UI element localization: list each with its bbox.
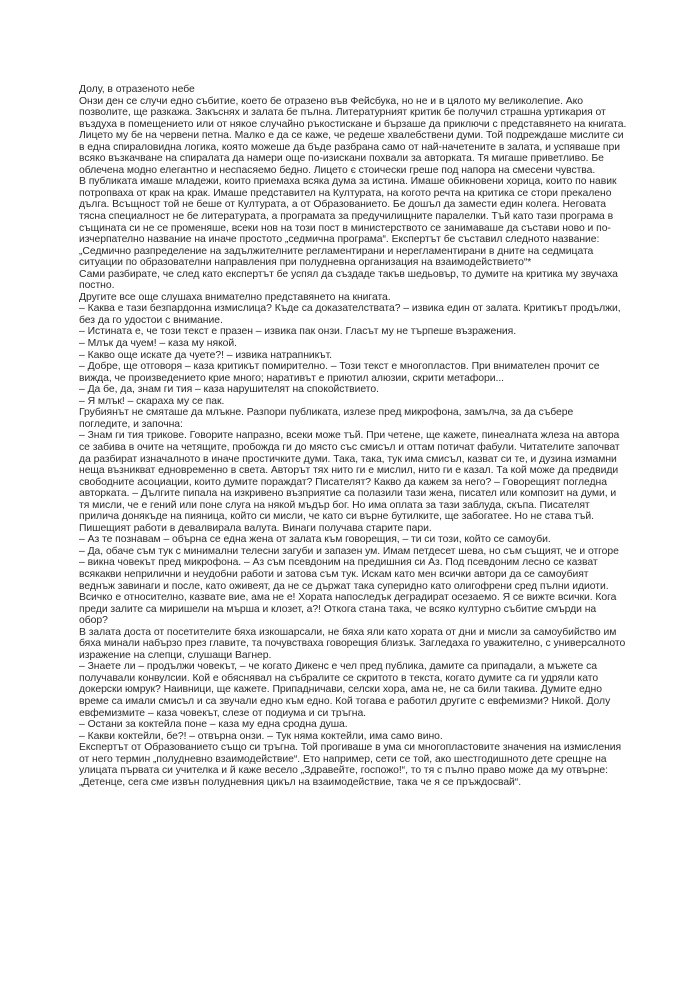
paragraph: – Каква е тази безпардонна измислица? Къде са доказателствата? – извика един от залата. Критикът продължи, без да го удостои с внимание.	[79, 303, 621, 326]
paragraph: – Истината е, че този текст е празен – извика пак онзи. Гласът му не търпеше възражения.	[79, 326, 517, 338]
paragraph: – Я млък! – скараха му се пак.	[79, 395, 225, 407]
paragraph: – Аз те познавам – обърна се една жена от залата към говорещия, – ти си този, който се самоуби.	[79, 534, 551, 546]
paragraph: – Знам ги тия трикове. Говорите напразно, всеки може тъй. При четене, ще кажете, пинеалната жлеза на автора се забива в очите на четящите, пробожда ги до място със смисъл и оттам потичат фабули. Читателите започват да разбират изначалното в иначе простичките думи. Така, така, тук има смисъл, казват си те, и дузина измамни неща възникват едновременно в света. Авторът тях нито ги е мислил, нито ги е казал. Та кой може да предвиди свободните асоциации, които думите пораждат? Писателят? Какво да кажем за него? – Говорещият погледна авторката. – Дългите пипала на изкривено възприятие са полазили тази жена, писател или композит на думи, и тя мисли, че е гений или поне слуга на някой мъдър бог. Но има оплата за тази заблуда, скъпа. Писателят прилича донякъде на пияница, който си мисли, че като си върне бутилките, ще забогатее. Но не става тъй. Пишещият работи в девалвирала валута. Винаги получава старите пари.	[79, 430, 620, 534]
paragraph: – Какви коктейли, бе?! – отвърна онзи. – Тук няма коктейли, има само вино.	[79, 730, 443, 742]
document-page	[79, 84, 627, 788]
paragraph: – Да бе, да, знам ги тия – каза нарушителят на спокойствието.	[79, 384, 379, 396]
paragraph: Сами разбирате, че след като експертът бе успял да създаде такъв шедьовър, то думите на критика му звучаха постно.	[79, 268, 618, 292]
paragraph: Другите все още слушаха внимателно представянето на книгата.	[79, 291, 391, 303]
paragraph: Експертът от Образованието също си тръгна. Той прогиваше в ума си многопластовите значения на измисления от него термин „полудневно взаимодействие“. Ето например, сети се той, ако шестгодишното дете срещне на улицата първата си учителка и й каже весело „Здравейте, госпожо!“, то тя с пълно право може да му отвърне: „Детенце, сега сме извън полудневния цикъл на взаимодействие, така че я се пръждосвай“.	[79, 742, 622, 788]
paragraph: В залата доста от посетителите бяха изкошарсали, не бяха яли като хората от дни и мисли за самоубийство им бяха минали набързо през главите, та почувстваха говорещия близък. Загледаха го уважително, с универсалното изражение на слепци, слушащи Вагнер.	[79, 626, 626, 661]
paragraph: – Добре, ще отговоря – каза критикът помирително. – Този текст е многопластов. При внимателен прочит се вижда, че произведението крие много; наративът е приютил алюзии, скрити метафори...	[79, 361, 600, 384]
paragraph: – Остани за коктейла поне – каза му една сродна душа.	[79, 719, 348, 731]
document-title: Долу, в отразеното небе	[79, 84, 195, 95]
paragraph: Онзи ден се случи едно събитие, което бе отразено във Фейсбука, но не и в цялото му великолепие. Ако позволите, ще разкажа. Закъснях и залата бе пълна. Литературният критик бе получил страшна уртикария от въздуха в помещението или от някое случайно ръкостискане и бързаше да приключи с представянето на книгата. Лицето му бе на червени петна. Малко е да се каже, че редеше хвалебствени думи. Той подреждаше мислите си в една спираловидна логика, която можеше да бъде разбрана само от най-начетените в залата, и успяваше при всяко възкачване на спиралата да намери още по-изискани похвали за авторката. Тя мигаше приветливо. Бе облечена модно елегантно и неспасяемо бедно. Лицето є стоически греше под напора на смесени чувства.	[79, 95, 627, 176]
paragraph: – Какво още искате да чуете?! – извика натрапникът.	[79, 349, 333, 361]
paragraph: В публиката имаше младежи, които приемаха всяка дума за истина. Имаше обикновени хорица, които по навик потропваха от крак на крак. Имаше представител на Културата, на когото речта на критика се стори прекалено дълга. Всъщност той не беше от Културата, а от Образованието. Бе дошъл да замести един колега. Неговата тясна специалност не бе литературата, а програмата за предучилищните паралелки. Тъй като тази програма в същината си не се променяше, всеки нов на този пост в министерството се занимаваше да състави ново и по-изчерпателно название на иначе простото „седмична програма“. Експертът бе съставил следното название: „Седмично разпределение на задължителните регламентирани и нерегламентирани в дните на седмицата ситуации по образователни направления при полудневна организация на взаимодействието“*	[79, 176, 617, 269]
paragraph: – Знаете ли – продължи човекът, – че когато Дикенс е чел пред публика, дамите са припадали, а мъжете са получавали конвулсии. Кой е обяснявал на събралите се скритото в текста, когато думите са ги удряли като докерски юмрук? Наивници, ще кажете. Припадничави, селски хора, ама не, не са били такива. Думите едно време са имали смисъл и са звучали едно към едно. Кой тогава е работил другите с евфемизми? Никой. Долу евфемизмите – каза човекът, слезе от подиума и си тръгна.	[79, 661, 611, 719]
paragraph: Грубиянът не смяташе да млъкне. Разпори публиката, излезе пред микрофона, замълча, за да събере погледите, и започна:	[79, 407, 574, 430]
paragraph: – Да, обаче съм тук с минимални телесни загуби и запазен ум. Имам петдесет шева, но съм същият, че и отгоре – викна човекът пред микрофона. – Аз съм псевдоним на предишния си Аз. Под псевдоним лесно се казват всякакви неприлични и неудобни работи и затова съм тук. Искам като мен всички автори да се самоубият веднъж завинаги и после, като оживеят, да не се държат така суперидно като олигофрени сред пълни идиоти. Всичко е относително, казвате вие, ама не е! Хората напоследък деградират осезаемо. Я се вижте всички. Кога преди залите са миришели на мърша и клозет, а?! Откога стана така, че всяко културно събитие смърди на обор?	[79, 545, 619, 627]
paragraph: – Млък да чуем! – каза му някой.	[79, 338, 237, 350]
